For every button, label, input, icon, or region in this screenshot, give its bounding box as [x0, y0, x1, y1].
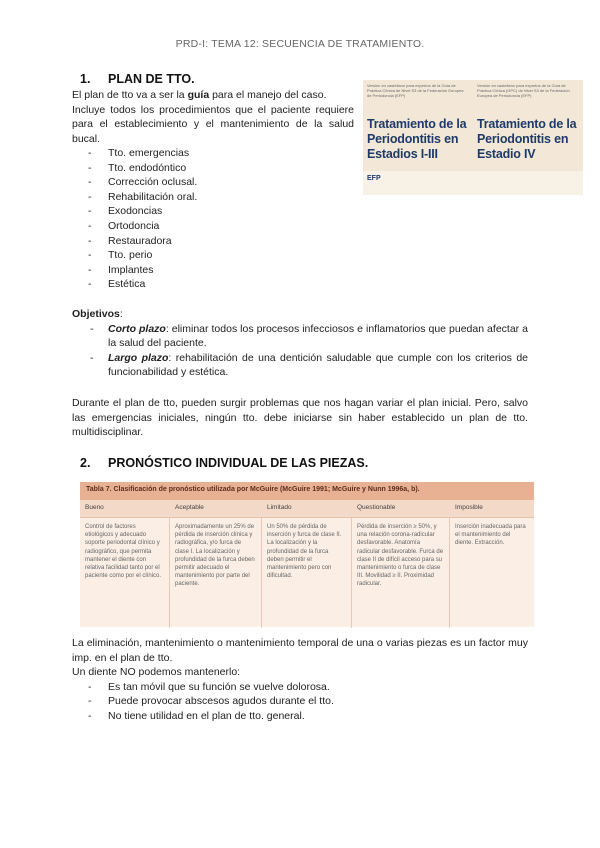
objetivo-text: : eliminar todos los procesos infecciosos e inflamatorios que puedan afectar a la salud del paciente.	[108, 322, 528, 350]
list-item: - Tto. endodóntico	[88, 161, 348, 176]
intro-line	[72, 88, 354, 103]
cover-subtitle: Versión en castellano para expertos de la Guía de Práctica Clínica (GPC) de Nivel S3 de la Federación Europea de Periodoncia (EFP)	[477, 83, 570, 98]
objetivos-list	[90, 322, 528, 380]
objetivos-colon: :	[119, 308, 123, 320]
list-item: - Exodoncias	[88, 204, 348, 219]
objetivo-term: Corto plazo	[108, 322, 166, 335]
cover-footer	[363, 171, 473, 195]
section-heading-2	[80, 456, 368, 470]
cover-stages-1-3	[363, 80, 473, 195]
table-cell: Pérdida de inserción ≥ 50%, y una relación corona-radicular desfavorable. Anatomía radicular desfavorable. Furca de clase II de difícil acceso para su mantenimiento o furca de clase III. Movilidad ≥ II. Proximidad radicular.	[352, 518, 450, 628]
section-heading-1	[80, 72, 195, 86]
list-item: - Tto. perio	[88, 248, 348, 263]
list-item: - Estética	[88, 277, 348, 292]
section2-text	[72, 636, 528, 724]
intro-text: El plan de tto va a ser la	[72, 89, 188, 101]
table-caption: Tabla 7. Clasificación de pronóstico utilizada por McGuire (McGuire 1991; McGuire y Nunn 1996a, b).	[80, 482, 534, 500]
cannot-keep-list	[88, 680, 528, 724]
list-item: - Corrección oclusal.	[88, 175, 348, 190]
intro-text-end: para el manejo del caso.	[209, 89, 327, 101]
section-title: PRONÓSTICO INDIVIDUAL DE LAS PIEZAS.	[108, 456, 369, 470]
objetivo-item	[90, 351, 528, 380]
table-header-cell: Limitado	[267, 504, 292, 511]
list-item: - Implantes	[88, 263, 348, 278]
section2-paragraph: La eliminación, mantenimiento o mantenimiento temporal de una o varias piezas es un factor muy imp. en el plan de tto.	[72, 637, 528, 664]
page-header: PRD-I: TEMA 12: SECUENCIA DE TRATAMIENTO.	[175, 38, 425, 50]
objetivo-text: : rehabilitación de una dentición saludable que cumple con los criterios de funcionabilidad y estética.	[108, 351, 529, 379]
table-header-cell: Imposible	[455, 504, 483, 511]
objetivos-label: Objetivos	[72, 308, 120, 320]
table-cell: Inserción inadecuada para el mantenimiento del diente. Extracción.	[455, 524, 526, 547]
treatment-list	[88, 146, 348, 292]
list-item: - Ortodoncia	[88, 219, 348, 234]
cover-title: Tratamiento de la Periodontitis en Estadio IV	[477, 117, 577, 161]
guide-covers-image	[363, 80, 583, 195]
list-item: - Restauradora	[88, 234, 348, 249]
section2-paragraph: Un diente NO podemos mantenerlo:	[72, 666, 241, 679]
cover-footer	[473, 171, 583, 195]
cover-subtitle: Versión en castellano para expertos de la Guía de Práctica Clínica de Nivel S3 de la Federación Europea de Periodoncia (EFP)	[367, 83, 464, 98]
section1-intro	[72, 88, 354, 146]
list-item: - Es tan móvil que su función se vuelve dolorosa.	[88, 680, 528, 695]
objetivo-term: Largo plazo	[108, 351, 169, 364]
table-header-cell: Aceptable	[175, 504, 204, 511]
efp-logo: EFP	[367, 175, 381, 182]
table-cell: Control de factores etiológicos y adecuado soporte periodontal clínico y radiográfico, que permita mantener el diente con relativa facilidad tanto por el paciente como por el clínico.	[80, 518, 170, 628]
objetivos-block	[72, 307, 528, 380]
table-header-cell: Questionable	[357, 504, 396, 511]
table-row	[80, 518, 534, 628]
list-item: - Rehabilitación oral.	[88, 190, 348, 205]
section1-closing: Durante el plan de tto, pueden surgir problemas que nos hagan variar el plan inicial. Pero, salvo las emergencias iniciales, ningún tto. debe iniciarse sin haber establecido un plan de tto. multidisciplinar.	[72, 397, 528, 439]
cover-title: Tratamiento de la Periodontitis en Estadios I-III	[367, 117, 467, 161]
objetivo-item	[90, 322, 528, 351]
intro-bold: guía	[187, 89, 210, 101]
table-header-cell: Bueno	[85, 504, 104, 511]
intro-paragraph: Incluye todos los procedimientos que el paciente requiere para el establecimiento y el mantenimiento de la salud bucal.	[72, 103, 354, 145]
list-item: - Tto. emergencias	[88, 146, 348, 161]
section-title: PLAN DE TTO.	[108, 72, 195, 86]
table-header-row	[80, 500, 534, 518]
list-item: - No tiene utilidad en el plan de tto. general.	[88, 709, 528, 724]
list-item: - Puede provocar abscesos agudos durante el tto.	[88, 694, 528, 709]
section-number: 1.	[80, 72, 91, 86]
section-number: 2.	[80, 456, 91, 470]
table-cell: Un 50% de pérdida de inserción y furca de clase II. La localización y la profundidad de la furca deben permitir el mantenimiento pero con dificultad.	[262, 518, 352, 628]
table-cell: Aproximadamente un 25% de pérdida de inserción clínica y radiográfica, y/o furca de clase I. La localización y profundidad de la furca deben permitir adecuado el mantenimiento por parte del paciente.	[170, 518, 262, 628]
cover-stage-4	[473, 80, 583, 195]
prognosis-table	[80, 482, 534, 627]
objetivos-label-line	[72, 307, 528, 322]
